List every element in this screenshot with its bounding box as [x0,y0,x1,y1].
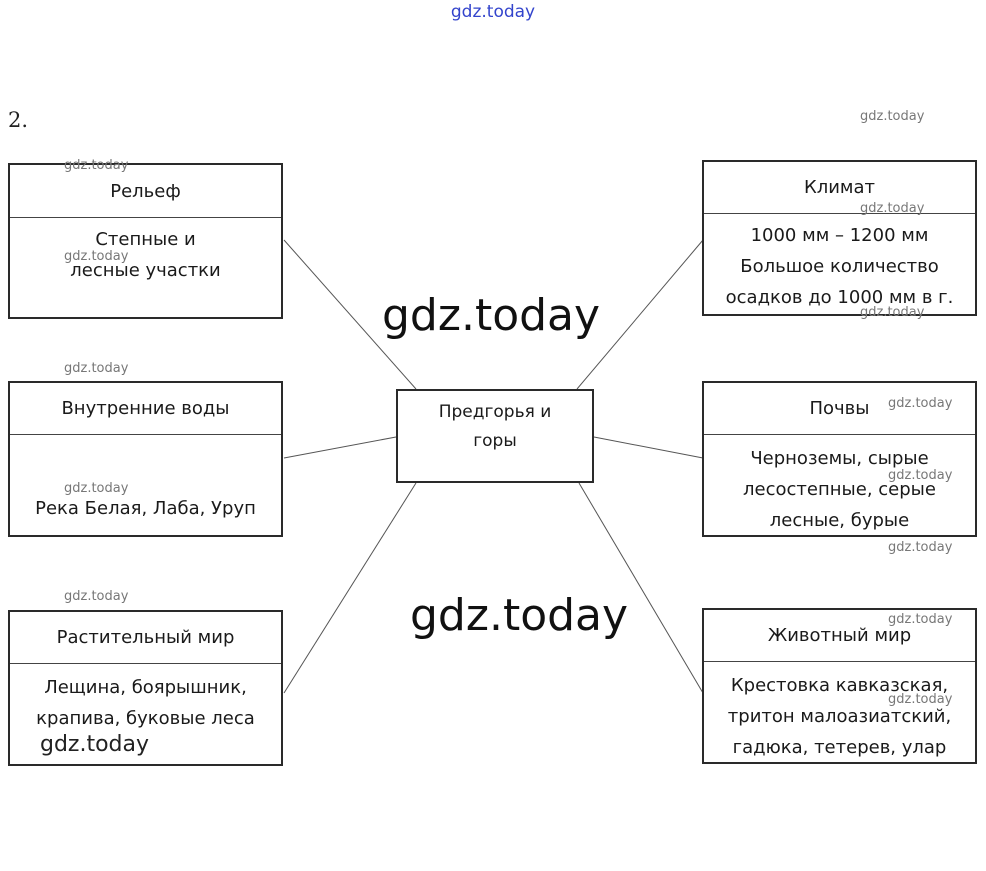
watermark-small: gdz.today [64,589,129,604]
watermark-large: gdz.today [382,290,601,341]
center-title: Предгорья и горы [438,402,552,451]
task-number: 2. [8,108,29,132]
climate-body [704,214,975,313]
flora-line: крапива, буковые леса [36,708,255,729]
relief-box [8,163,283,319]
waters-title: Внутренние воды [10,383,281,435]
watermark-small: gdz.today [888,692,953,707]
relief-body: Степные и лесные участки [70,229,221,281]
watermark-large: gdz.today [410,590,629,641]
waters-body: Река Белая, Лаба, Уруп [35,498,256,519]
fauna-line: тритон малоазиатский, [727,706,952,727]
watermark-medium: gdz.today [40,732,150,757]
watermark-small: gdz.today [860,201,925,216]
watermark-small: gdz.today [888,540,953,555]
soils-line: Черноземы, сырые [750,448,929,469]
watermark-small: gdz.today [888,612,953,627]
flora-title: Растительный мир [10,612,281,664]
line-waters [284,437,396,458]
soils-line: лесные, бурые [769,510,910,531]
climate-title: Климат [704,162,975,214]
watermark-small: gdz.today [64,249,129,264]
waters-box [8,381,283,537]
soils-body [704,435,975,536]
line-soils [594,437,703,458]
watermark-small: gdz.today [888,468,953,483]
watermark-small: gdz.today [888,396,953,411]
fauna-line: Крестовка кавказская, [730,675,949,696]
fauna-body [704,662,975,763]
fauna-line: гадюка, тетерев, улар [732,737,947,758]
soils-title: Почвы [704,383,975,435]
climate-box [702,160,977,316]
relief-title: Рельеф [10,165,281,218]
center-box [396,389,594,483]
climate-line: 1000 мм – 1200 мм [750,225,929,246]
climate-line: Большое количество [740,256,939,277]
fauna-title: Животный мир [704,610,975,662]
watermark-small: gdz.today [860,109,925,124]
flora-body [10,664,281,734]
climate-line: осадков до 1000 мм в г. [725,287,954,308]
line-fauna [579,483,703,693]
watermark-small: gdz.today [64,158,129,173]
watermark-small: gdz.today [64,481,129,496]
soils-line: лесостепные, серые [743,479,936,500]
top-watermark: gdz.today [450,2,536,22]
watermark-small: gdz.today [860,305,925,320]
flora-line: Лещина, боярышник, [44,677,247,698]
line-flora [284,483,416,693]
watermark-small: gdz.today [64,361,129,376]
fauna-box [702,608,977,764]
